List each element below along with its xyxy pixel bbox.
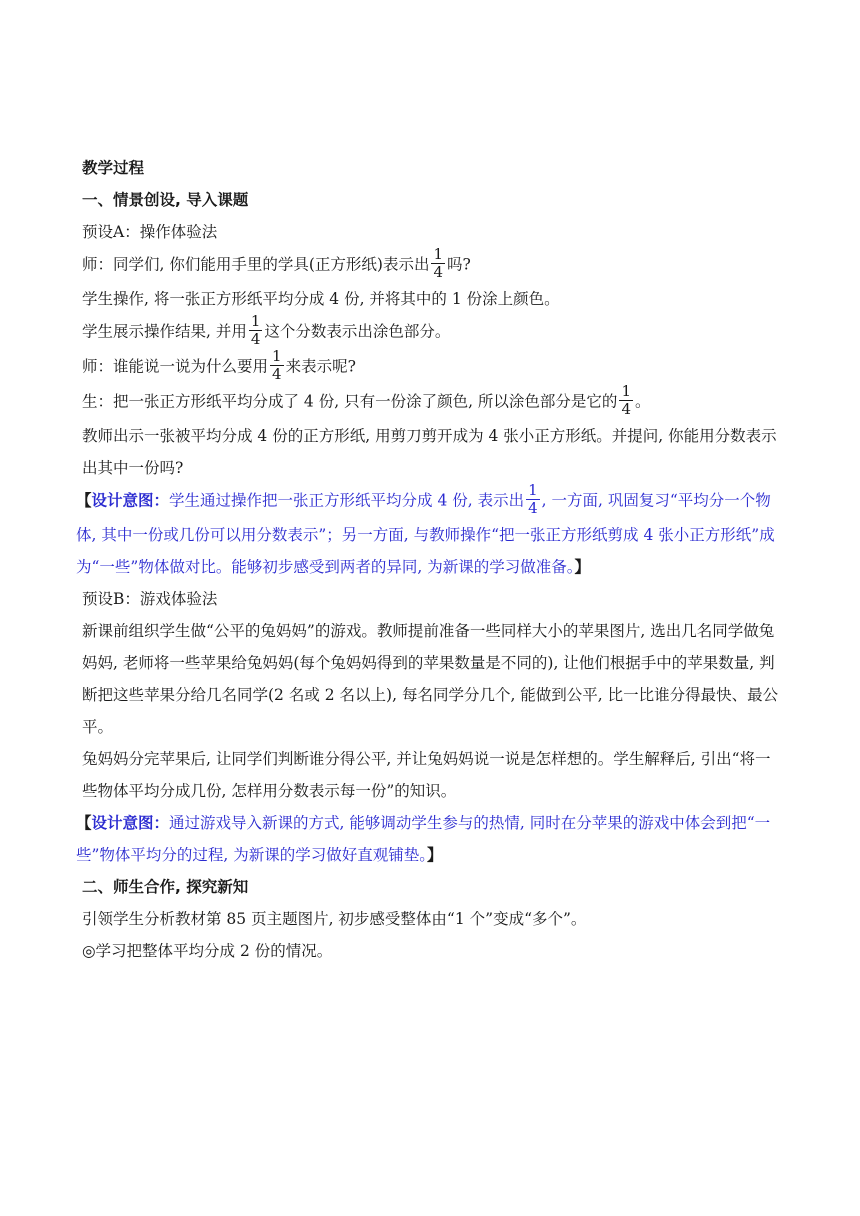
- fraction-numerator: 1: [621, 382, 631, 400]
- bracket-close: 】: [574, 557, 590, 576]
- text-segment: 生：把一张正方形纸平均分成了 4 份, 只有一份涂了颜色, 所以涂色部分是它的: [82, 392, 618, 411]
- text-segment: 吗?: [447, 255, 471, 274]
- paragraph-game-followup: 兔妈妈分完苹果后, 让同学们判断谁分得公平, 并让兔妈妈说一说是怎样想的。学生解释后, 引出“将一些物体平均分成几份, 怎样用分数表示每一份”的知识。: [82, 750, 771, 800]
- fraction-denominator: 4: [621, 400, 631, 418]
- text-segment: 通过游戏导入新课的方式, 能够调动学生参与的热情, 同时在分苹果的游戏中体会到把“一些”物体平均分的过程, 为新课的学习做好直观铺垫。: [76, 814, 771, 864]
- paragraph-student-operation: 学生操作, 将一张正方形纸平均分成 4 份, 并将其中的 1 份涂上颜色。: [82, 290, 560, 308]
- fraction-denominator: 4: [433, 263, 443, 281]
- section-heading-2: 二、师生合作, 探究新知: [82, 878, 249, 896]
- preset-a-heading: 预设A：操作体验法: [82, 223, 218, 241]
- paragraph-student-answer: [82, 382, 782, 420]
- paragraph-learn-two-parts: ◎学习把整体平均分成 2 份的情况。: [82, 942, 333, 960]
- doc-title: 教学过程: [82, 159, 145, 177]
- design-intent-1: [76, 481, 782, 583]
- preset-b-heading: 预设B：游戏体验法: [82, 590, 218, 608]
- section-heading-1: 一、情景创设, 导入课题: [82, 191, 249, 209]
- text-segment: 这个分数表示出涂色部分。: [264, 322, 451, 341]
- fraction-denominator: 4: [528, 499, 538, 517]
- fraction-one-quarter: [249, 313, 263, 348]
- fraction-one-quarter: [431, 246, 445, 281]
- fraction-one-quarter: [270, 348, 284, 383]
- fraction-numerator: 1: [272, 347, 282, 365]
- text-segment: 学生通过操作把一张正方形纸平均分成 4 份, 表示出: [169, 491, 525, 510]
- text-segment: 。: [634, 392, 651, 411]
- paragraph-teacher-why: [82, 347, 782, 385]
- bracket-open: 【: [76, 490, 92, 510]
- fraction-one-quarter: [619, 383, 633, 418]
- fraction-denominator: 4: [272, 365, 282, 383]
- paragraph-student-show: [82, 312, 782, 350]
- text-segment: 师：谁能说一说为什么要用: [82, 357, 269, 376]
- paragraph-teacher-question: [82, 245, 782, 283]
- text-segment: 来表示呢?: [285, 357, 356, 376]
- design-intent-label: 设计意图：: [91, 813, 170, 832]
- text-segment: 学生展示操作结果, 并用: [82, 322, 247, 341]
- paragraph-game-intro: 新课前组织学生做“公平的兔妈妈”的游戏。教师提前准备一些同样大小的苹果图片, 选出几名同学做兔妈妈, 老师将一些苹果给兔妈妈(每个兔妈妈得到的苹果数量是不同的), 让他们根据手中的苹果数量, 判断把这些苹果分给几名同学(2 名或 2 名以上), 每名同学分几个, 能做到公平, 比一比谁分得最快、最公平。: [82, 622, 779, 736]
- document-body: [76, 152, 782, 967]
- fraction-numerator: 1: [433, 245, 443, 263]
- text-segment: 师：同学们, 你们能用手里的学具(正方形纸)表示出: [82, 255, 430, 274]
- design-intent-label: 设计意图：: [91, 490, 170, 510]
- fraction-denominator: 4: [250, 330, 261, 348]
- paragraph-teacher-demo: 教师出示一张被平均分成 4 份的正方形纸, 用剪刀剪开成为 4 张小正方形纸。并提问, 你能用分数表示出其中一份吗?: [82, 427, 777, 477]
- text-segment: , 一方面, 巩固复习“平均分一个物体, 其中一份或几份可以用分数表示”；另一方面, 与教师操作“把一张正方形纸剪成 4 张小正方形纸”成为“一些”物体做对比。能够初步感受到两者的异同, 为新课的学习做准备。: [76, 491, 775, 576]
- bracket-close: 】: [427, 845, 443, 864]
- fraction-one-quarter: [526, 482, 540, 517]
- design-intent-2: [76, 807, 782, 871]
- fraction-numerator: 1: [528, 481, 538, 499]
- fraction-numerator: 1: [250, 312, 261, 330]
- bracket-open: 【: [76, 813, 92, 832]
- paragraph-textbook-guide: 引领学生分析教材第 85 页主题图片, 初步感受整体由“1 个”变成“多个”。: [82, 910, 587, 928]
